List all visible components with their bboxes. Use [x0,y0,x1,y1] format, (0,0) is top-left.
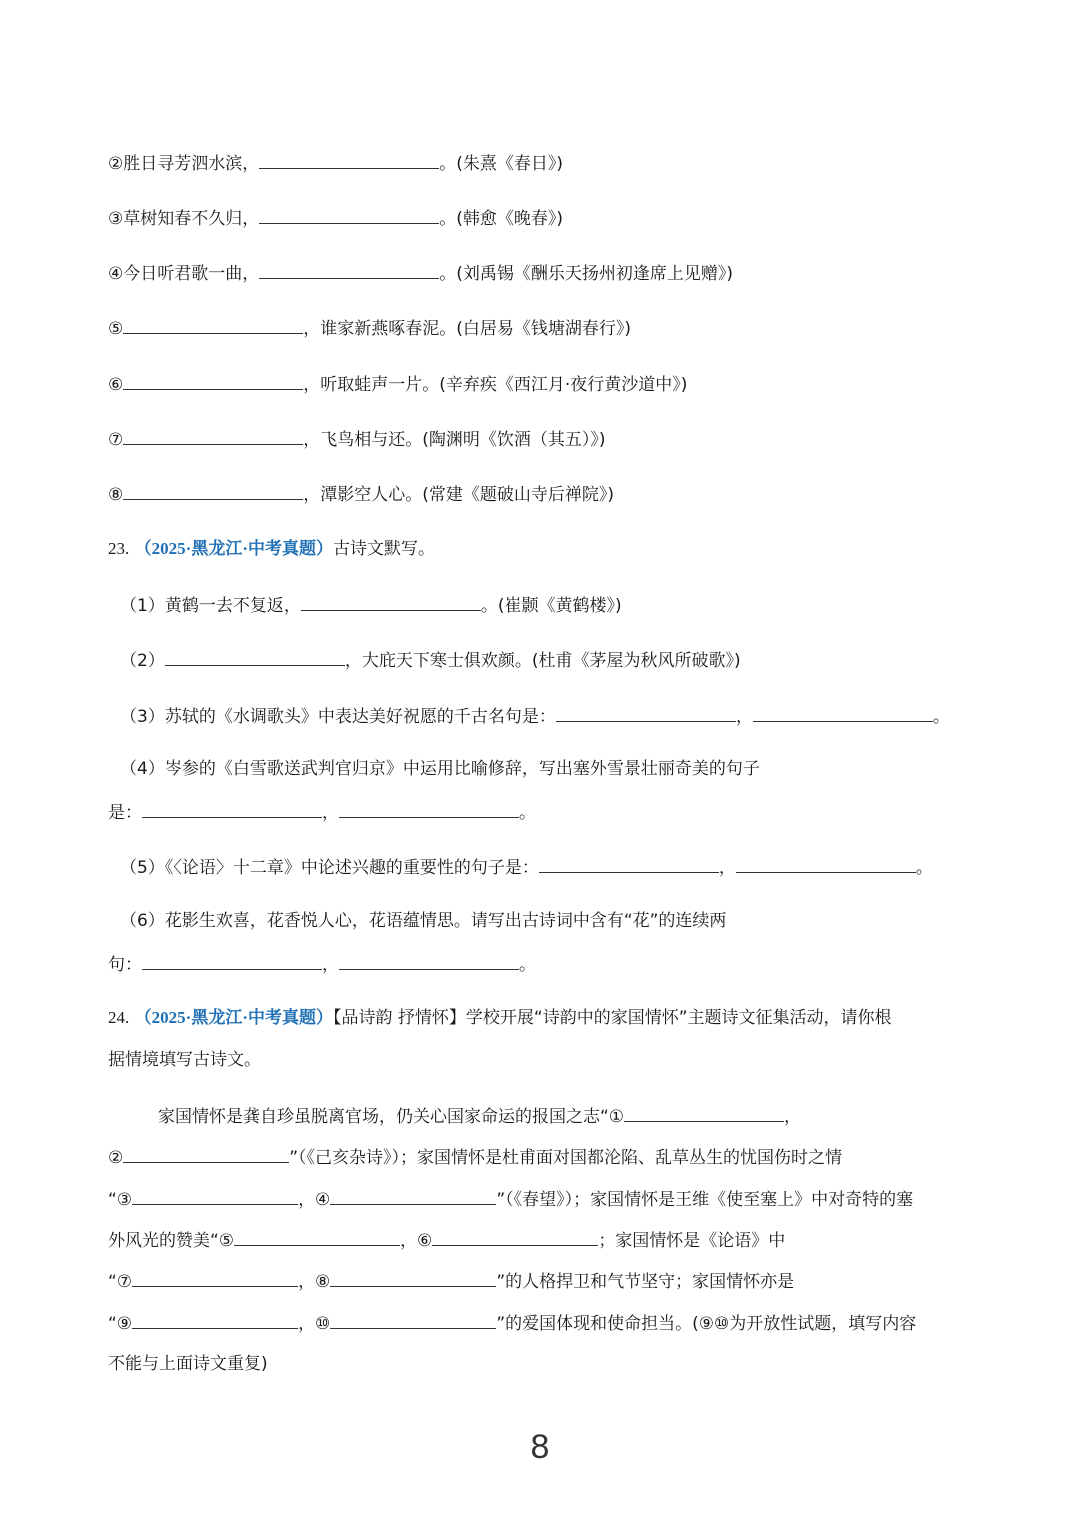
answer-blank[interactable] [165,647,345,666]
answer-blank[interactable] [432,1227,598,1246]
answer-blank[interactable] [123,481,303,500]
line-text: ，听取蛙声一片。(辛弃疾《西江月·夜行黄沙道中》) [303,375,688,395]
line-text: ， [735,707,753,727]
line-text: 。(朱熹《春日》) [439,154,564,174]
answer-blank[interactable] [330,1268,496,1287]
line-text: 。(崔颢《黄鹤楼》) [480,596,622,616]
answer-blank[interactable] [624,1103,784,1122]
line-text: ⑤ [108,319,124,339]
question-source: （2025·黑龙江·中考真题） [134,539,333,558]
answer-blank[interactable] [142,951,322,970]
question-number: 24. [108,1008,130,1027]
line-text: ⑧ [108,485,124,505]
answer-blank[interactable] [301,592,481,611]
answer-blank[interactable] [123,371,303,390]
answer-blank[interactable] [142,799,322,818]
line-text: 。 [932,707,950,727]
line-text: ⑦ [108,430,124,450]
q24-para-line-3 [108,1186,913,1212]
answer-blank[interactable] [736,854,916,873]
question-23-heading [108,537,435,561]
q23-item-2 [120,647,741,673]
line-text: “③ [108,1190,133,1210]
line-text: ；家国情怀是《论语》中 [598,1231,786,1251]
line-text: ， [322,955,339,975]
answer-blank[interactable] [339,951,519,970]
line-text: ，大庇天下寒士俱欢颜。(杜甫《茅屋为秋风所破歌》) [344,651,741,671]
fill-line-4 [108,260,733,286]
line-text: ②胜日寻芳泗水滨， [108,154,260,174]
q24-para-line-6 [108,1310,916,1336]
answer-blank[interactable] [123,1144,289,1163]
line-text: ， [718,858,736,878]
line-text: ，④ [298,1190,331,1210]
q23-item-4-answer [108,799,536,825]
fill-line-2 [108,150,563,176]
q23-item-3 [120,703,950,729]
line-text: （2） [120,651,165,671]
line-text: 外风光的赞美“⑤ [108,1231,235,1251]
question-source: （2025·黑龙江·中考真题） [134,1008,333,1027]
line-text: ”（《春望》）；家国情怀是王维《使至塞上》中对奇特的塞 [496,1190,914,1210]
line-text: ”（《己亥杂诗》）；家国情怀是杜甫面对国都沦陷、乱草丛生的忧国伤时之情 [289,1148,843,1168]
answer-blank[interactable] [132,1310,298,1329]
answer-blank[interactable] [132,1186,298,1205]
line-text: “⑦ [108,1272,133,1292]
question-title: 古诗文默写。 [333,539,435,559]
answer-blank[interactable] [259,260,439,279]
line-text: （5）《〈论语〉十二章》中论述兴趣的重要性的句子是： [120,858,539,878]
question-24-heading [108,1006,892,1030]
answer-blank[interactable] [123,426,303,445]
line-text: 家国情怀是龚自珍虽脱离官场，仍关心国家命运的报国之志“① [158,1107,625,1127]
line-text: ，⑩ [298,1314,331,1334]
question-title: 【品诗韵 抒情怀】学校开展“诗韵中的家国情怀”主题诗文征集活动，请你根 [333,1008,892,1028]
line-text: ， [784,1107,802,1127]
answer-blank[interactable] [330,1310,496,1329]
line-text: （3）苏轼的《水调歌头》中表达美好祝愿的千古名句是： [120,707,556,727]
answer-blank[interactable] [259,150,439,169]
fill-line-6 [108,371,687,397]
answer-blank[interactable] [539,854,719,873]
line-text: （1）黄鹤一去不复返， [120,596,301,616]
answer-blank[interactable] [123,315,303,334]
question-number: 23. [108,539,130,558]
q24-para-line-5 [108,1268,794,1294]
q23-item-6-prompt: （6）花影生欢喜，花香悦人心，花语蕴情思。请写出古诗词中含有“花”的连续两 [120,911,727,931]
line-text: 。 [519,955,536,975]
answer-blank[interactable] [753,703,933,722]
fill-line-3 [108,205,563,231]
answer-blank[interactable] [132,1268,298,1287]
line-text: ，⑧ [298,1272,331,1292]
answer-blank[interactable] [339,799,519,818]
line-text: ③草树知春不久归， [108,209,260,229]
line-text: ”的人格捍卫和气节坚守；家国情怀亦是 [496,1272,795,1292]
line-text: ⑥ [108,375,124,395]
q24-para-line-2 [108,1144,842,1170]
answer-blank[interactable] [330,1186,496,1205]
line-text: ，潭影空人心。(常建《题破山寺后禅院》) [303,485,615,505]
q24-para-line-1 [158,1103,801,1129]
line-text: “⑨ [108,1314,133,1334]
q23-item-5 [120,854,933,880]
line-text: ， [322,803,339,823]
page-number: 8 [530,1428,550,1466]
line-text: 。 [519,803,536,823]
fill-line-7 [108,426,606,452]
q24-para-line-7: 不能与上面诗文重复) [108,1354,268,1374]
line-text: 。 [915,858,933,878]
line-text: ④今日听君歌一曲， [108,264,260,284]
line-text: ，⑥ [400,1231,433,1251]
answer-blank[interactable] [556,703,736,722]
line-text: 。(韩愈《晚春》) [439,209,564,229]
line-text: 。(刘禹锡《酬乐天扬州初逢席上见赠》) [439,264,734,284]
line-text: ，飞鸟相与还。(陶渊明《饮酒（其五）》) [303,430,606,450]
q23-item-6-answer [108,951,536,977]
line-text: 是： [108,803,142,823]
q23-item-4-prompt: （4）岑参的《白雪歌送武判官归京》中运用比喻修辞，写出塞外雪景壮丽奇美的句子 [120,759,760,779]
line-text: ，谁家新燕啄春泥。(白居易《钱塘湖春行》) [303,319,632,339]
line-text: ”的爱国体现和使命担当。(⑨⑩为开放性试题，填写内容 [496,1314,917,1334]
question-24-heading-cont: 据情境填写古诗文。 [108,1050,261,1070]
q23-item-1 [120,592,622,618]
line-text: 句： [108,955,142,975]
q24-para-line-4 [108,1227,785,1253]
answer-blank[interactable] [234,1227,400,1246]
answer-blank[interactable] [259,205,439,224]
line-text: ② [108,1148,124,1168]
fill-line-8 [108,481,614,507]
fill-line-5 [108,315,631,341]
